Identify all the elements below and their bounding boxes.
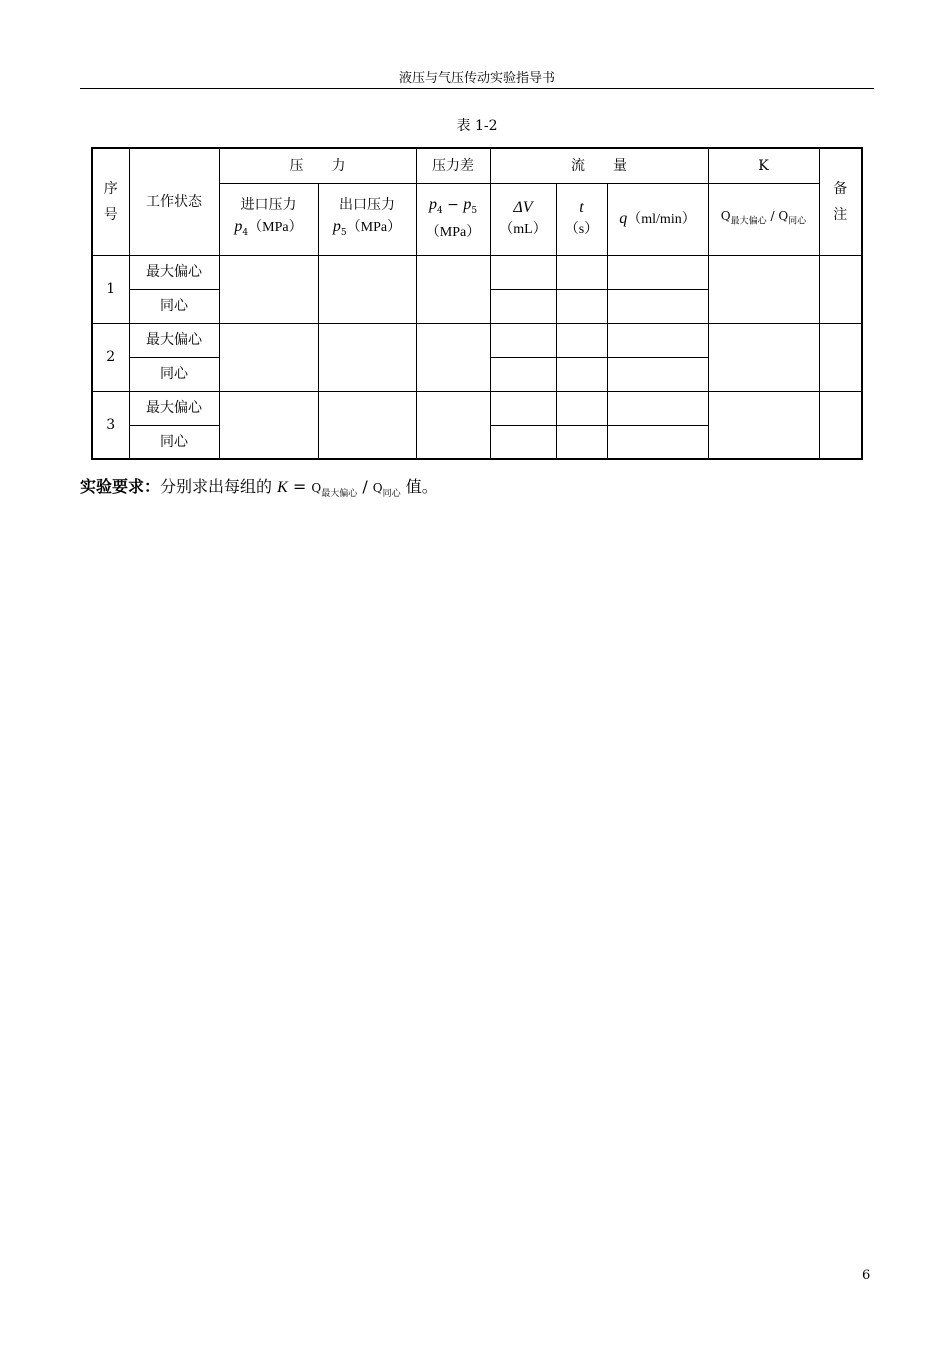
- row-state-concentric: 同心: [129, 425, 219, 459]
- cell-inlet[interactable]: [219, 255, 318, 323]
- row-seq: 3: [92, 391, 129, 459]
- requirement-label: 实验要求：: [80, 477, 161, 496]
- header-pressure-diff-formula: $p_4 - p_5$ （MPa）: [416, 183, 490, 255]
- cell-q[interactable]: [607, 289, 708, 323]
- table-row: [92, 255, 862, 289]
- row-state-eccentric: 最大偏心: [129, 255, 219, 289]
- cell-dv[interactable]: [490, 391, 556, 425]
- cell-q[interactable]: [607, 391, 708, 425]
- cell-t[interactable]: [556, 255, 607, 289]
- header-delta-v: ΔV （mL）: [490, 183, 556, 255]
- cell-dv[interactable]: [490, 289, 556, 323]
- table-caption: 表 1-2: [456, 118, 498, 134]
- cell-k[interactable]: [708, 255, 819, 323]
- header-time: t （s）: [556, 183, 607, 255]
- cell-diff[interactable]: [416, 255, 490, 323]
- cell-dv[interactable]: [490, 357, 556, 391]
- header-rule: [80, 88, 874, 89]
- row-seq: 1: [92, 255, 129, 323]
- table-row: [92, 323, 862, 357]
- cell-t[interactable]: [556, 425, 607, 459]
- cell-inlet[interactable]: [219, 391, 318, 459]
- header-pressure: 压 力: [219, 148, 416, 183]
- row-state-concentric: 同心: [129, 289, 219, 323]
- header-outlet-pressure: 出口压力 $p_5(MPa)$: [318, 183, 416, 255]
- cell-outlet[interactable]: [318, 323, 416, 391]
- row-seq: 2: [92, 323, 129, 391]
- header-flow: 流 量: [490, 148, 708, 183]
- header-state: 工作状态: [129, 148, 219, 255]
- cell-outlet[interactable]: [318, 391, 416, 459]
- running-header: 液压与气压传动实验指导书: [398, 71, 555, 86]
- header-seq: 序 号: [92, 148, 129, 255]
- cell-dv[interactable]: [490, 323, 556, 357]
- cell-t[interactable]: [556, 323, 607, 357]
- cell-t[interactable]: [556, 289, 607, 323]
- page-number: 6: [862, 1268, 871, 1283]
- header-k: K: [708, 148, 819, 183]
- cell-q[interactable]: [607, 255, 708, 289]
- cell-q[interactable]: [607, 357, 708, 391]
- row-state-eccentric: 最大偏心: [129, 323, 219, 357]
- cell-dv[interactable]: [490, 425, 556, 459]
- row-state-eccentric: 最大偏心: [129, 391, 219, 425]
- cell-diff[interactable]: [416, 323, 490, 391]
- cell-q[interactable]: [607, 323, 708, 357]
- header-remark: 备 注: [819, 148, 862, 255]
- cell-remark[interactable]: [819, 323, 862, 391]
- cell-k[interactable]: [708, 391, 819, 459]
- cell-inlet[interactable]: [219, 323, 318, 391]
- cell-outlet[interactable]: [318, 255, 416, 323]
- row-state-concentric: 同心: [129, 357, 219, 391]
- experiment-requirement: 实验要求：分别求出每组的 $K = Q_{最大偏心} / Q_{同心}$ 值。: [80, 477, 438, 500]
- cell-remark[interactable]: [819, 391, 862, 459]
- cell-q[interactable]: [607, 425, 708, 459]
- header-flow-rate: q（ml/min）: [607, 183, 708, 255]
- cell-k[interactable]: [708, 323, 819, 391]
- table-row: [92, 391, 862, 425]
- cell-diff[interactable]: [416, 391, 490, 459]
- experiment-data-table: [91, 147, 863, 460]
- header-inlet-pressure: 进口压力 $p_4(MPa)$: [219, 183, 318, 255]
- cell-t[interactable]: [556, 391, 607, 425]
- header-pressure-diff: 压力差: [416, 148, 490, 183]
- cell-t[interactable]: [556, 357, 607, 391]
- cell-remark[interactable]: [819, 255, 862, 323]
- header-k-formula: $Q_{最大偏心} / Q_{同心}$: [708, 183, 819, 255]
- requirement-text: 分别求出每组的: [160, 477, 273, 496]
- cell-dv[interactable]: [490, 255, 556, 289]
